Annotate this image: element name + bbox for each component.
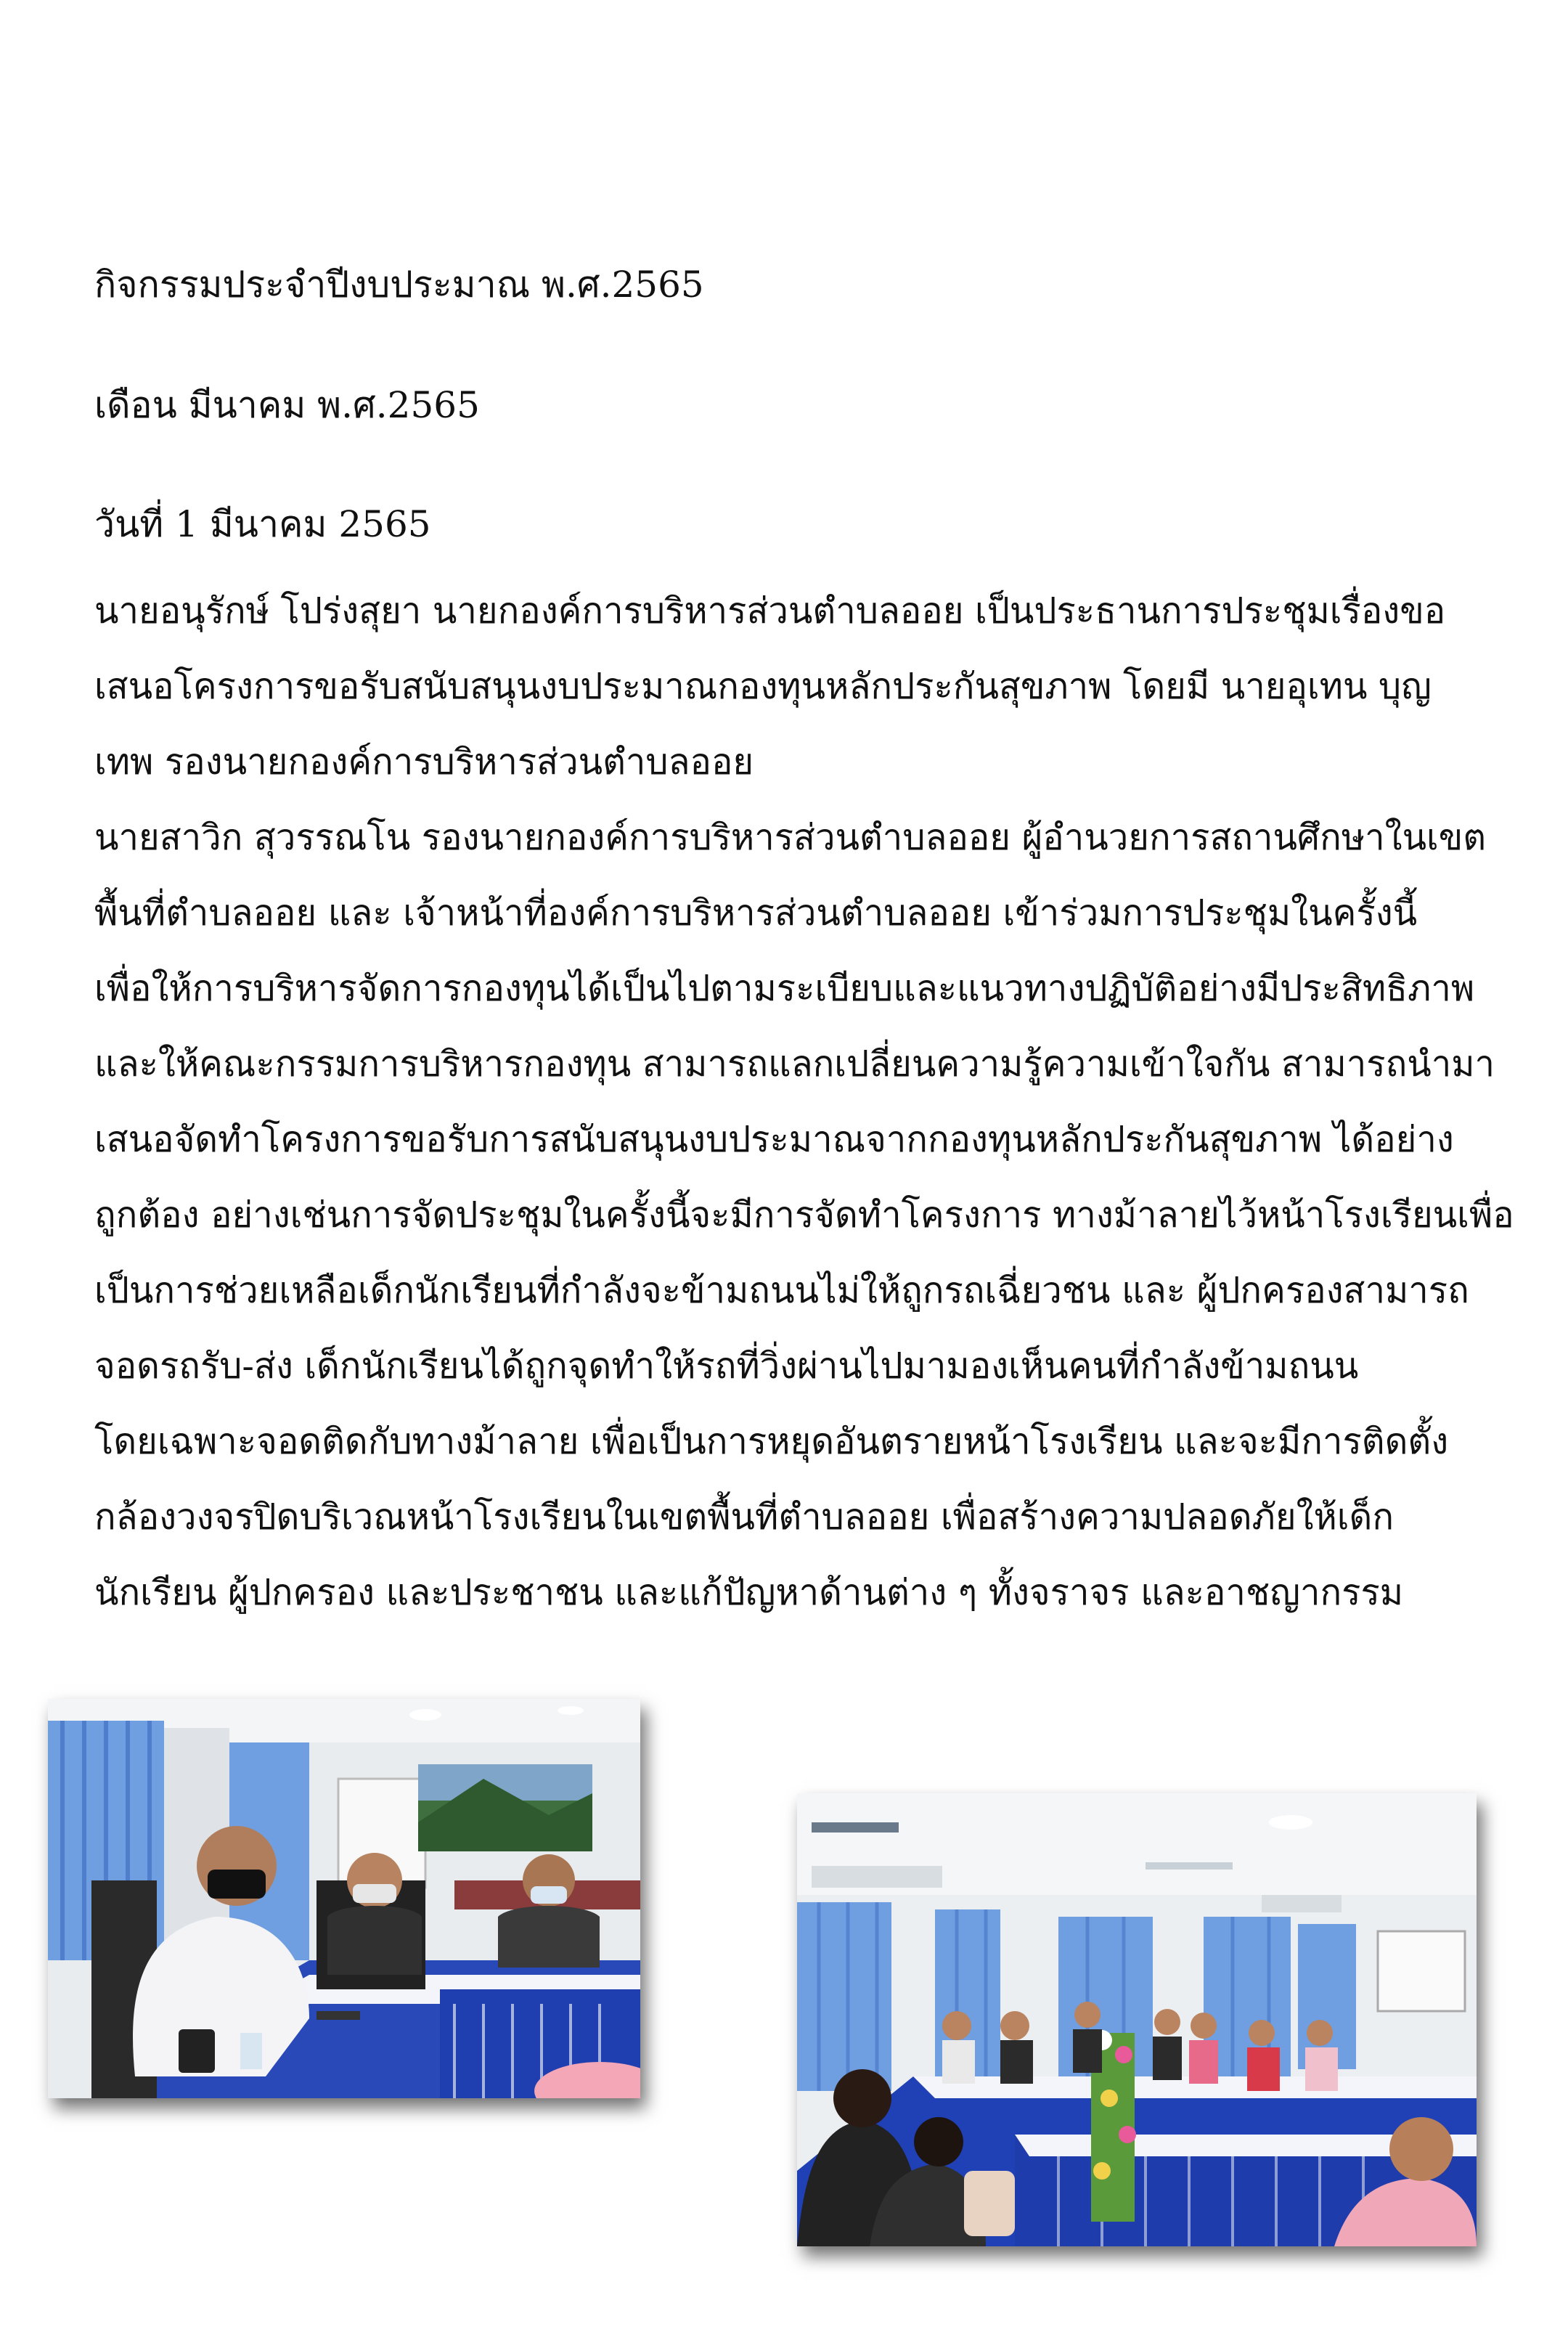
meeting-photo-room-image: [797, 1793, 1477, 2246]
body-line: จอดรถรับ-ส่ง เด็กนักเรียนได้ถูกจุดทำให้รถที่วิ่งผ่านไปมามองเห็นคนที่กำลังข้ามถนน: [94, 1345, 1359, 1387]
date-heading: วันที่ 1 มีนาคม 2565: [94, 503, 431, 545]
body-line: นายอนุรักษ์ โปร่งสุยา นายกองค์การบริหารส่วนตำบลออย เป็นประธานการประชุมเรื่องขอ: [94, 590, 1446, 632]
body-line: ถูกต้อง อย่างเช่นการจัดประชุมในครั้งนี้จะมีการจัดทำโครงการ ทางม้าลายไว้หน้าโรงเรียนเพื่อ: [94, 1194, 1514, 1236]
body-line: เพื่อให้การบริหารจัดการกองทุนได้เป็นไปตามระเบียบและแนวทางปฏิบัติอย่างมีประสิทธิภาพ: [94, 968, 1475, 1009]
month-heading: เดือน มีนาคม พ.ศ.2565: [94, 384, 480, 426]
meeting-photo-officials-image: [48, 1699, 640, 2098]
body-line: และให้คณะกรรมการบริหารกองทุน สามารถแลกเปลี่ยนความรู้ความเข้าใจกัน สามารถนำมา: [94, 1043, 1495, 1085]
body-line: เทพ รองนายกองค์การบริหารส่วนตำบลออย: [94, 741, 754, 783]
body-line: โดยเฉพาะจอดติดกับทางม้าลาย เพื่อเป็นการหยุดอันตรายหน้าโรงเรียน และจะมีการติดตั้ง: [94, 1421, 1449, 1462]
body-line: นายสาวิก สุวรรณโน รองนายกองค์การบริหารส่วนตำบลออย ผู้อำนวยการสถานศึกษาในเขต: [94, 817, 1487, 858]
activity-heading: กิจกรรมประจำปีงบประมาณ พ.ศ.2565: [94, 264, 704, 306]
body-line: เสนอจัดทำโครงการขอรับการสนับสนุนงบประมาณจากกองทุนหลักประกันสุขภาพ ได้อย่าง: [94, 1119, 1454, 1160]
meeting-photo-officials: [48, 1699, 640, 2098]
body-line: เป็นการช่วยเหลือเด็กนักเรียนที่กำลังจะข้ามถนนไม่ให้ถูกรถเฉี่ยวชน และ ผู้ปกครองสามารถ: [94, 1270, 1469, 1311]
body-line: เสนอโครงการขอรับสนับสนุนงบประมาณกองทุนหลักประกันสุขภาพ โดยมี นายอุเทน บุญ: [94, 666, 1432, 707]
meeting-photo-room: [797, 1793, 1477, 2246]
body-paragraph: [94, 574, 1517, 1631]
body-line: กล้องวงจรปิดบริเวณหน้าโรงเรียนในเขตพื้นที่ตำบลออย เพื่อสร้างความปลอดภัยให้เด็ก: [94, 1496, 1395, 1538]
body-line: พื้นที่ตำบลออย และ เจ้าหน้าที่องค์การบริหารส่วนตำบลออย เข้าร่วมการประชุมในครั้งนี้: [94, 892, 1418, 934]
body-line: นักเรียน ผู้ปกครอง และประชาชน และแก้ปัญหาด้านต่าง ๆ ทั้งจราจร และอาชญากรรม: [94, 1572, 1404, 1613]
